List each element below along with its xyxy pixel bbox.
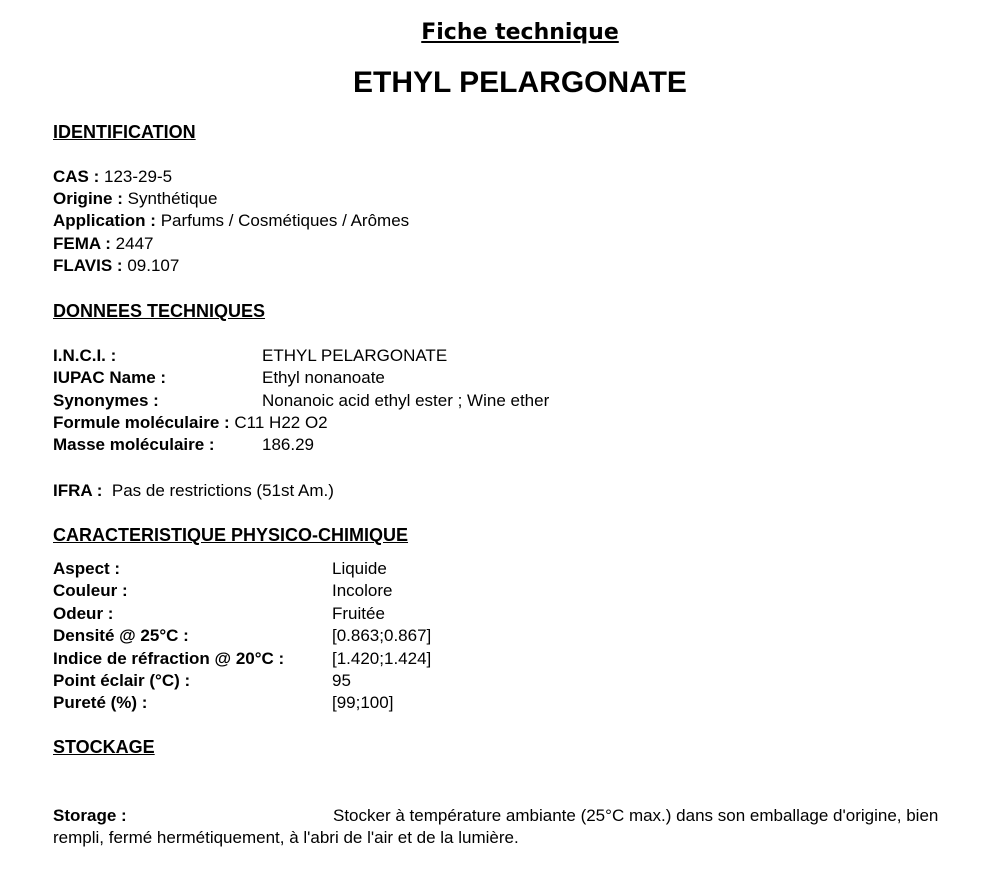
technical-row	[53, 346, 448, 366]
identification-row	[53, 256, 179, 276]
physico-row	[53, 671, 351, 691]
row-label: Pureté (%) :	[53, 693, 148, 712]
document-heading: Fiche technique	[421, 20, 619, 45]
row-value: 2447	[115, 234, 154, 253]
section-title-storage: STOCKAGE	[53, 737, 155, 757]
row-value: [1.420;1.424]	[332, 649, 432, 668]
row-label: Synonymes :	[53, 391, 159, 410]
physico-row	[53, 604, 385, 624]
row-label: Point éclair (°C) :	[53, 671, 191, 690]
section-title-technical: DONNEES TECHNIQUES	[53, 301, 266, 321]
row-label: FLAVIS :	[53, 256, 123, 275]
product-title: ETHYL PELARGONATE	[353, 66, 687, 99]
physico-row	[53, 581, 393, 601]
row-label: Couleur :	[53, 581, 128, 600]
technical-row	[53, 413, 328, 433]
physico-row	[53, 693, 394, 713]
storage-text: Stocker à température ambiante (25°C max.) dans son emballage d'origine, bien rempli, fermé hermétiquement, à l'abri de l'air et de la lumière.	[53, 806, 939, 847]
physico-row	[53, 559, 387, 579]
physico-row	[53, 649, 432, 669]
row-value: 95	[332, 671, 351, 690]
identification-row	[53, 211, 409, 231]
physico-row	[53, 626, 432, 646]
row-label: Formule moléculaire :	[53, 413, 230, 432]
row-value: [0.863;0.867]	[332, 626, 432, 645]
row-label: Odeur :	[53, 604, 114, 623]
row-value: 09.107	[127, 256, 180, 275]
row-label: FEMA :	[53, 234, 111, 253]
row-value: [99;100]	[332, 693, 394, 712]
row-label: Application :	[53, 211, 156, 230]
storage-paragraph	[53, 805, 993, 849]
row-label: Indice de réfraction @ 20°C :	[53, 649, 285, 668]
row-value: C11 H22 O2	[234, 413, 328, 432]
row-label: Densité @ 25°C :	[53, 626, 189, 645]
row-label: IUPAC Name :	[53, 368, 167, 387]
row-value: Ethyl nonanoate	[262, 368, 385, 387]
identification-row	[53, 189, 217, 209]
row-value: Pas de restrictions (51st Am.)	[111, 481, 334, 500]
identification-row	[53, 234, 153, 254]
row-value: Nonanoic acid ethyl ester ; Wine ether	[262, 391, 550, 410]
section-title-physico: CARACTERISTIQUE PHYSICO-CHIMIQUE	[53, 525, 409, 545]
row-value: Fruitée	[332, 604, 385, 623]
row-value: ETHYL PELARGONATE	[262, 346, 448, 365]
technical-row	[53, 391, 550, 411]
identification-row	[53, 167, 172, 187]
section-title-identification: IDENTIFICATION	[53, 122, 196, 142]
row-label: I.N.C.I. :	[53, 346, 117, 365]
technical-row	[53, 368, 385, 388]
row-value: 123-29-5	[104, 167, 173, 186]
row-value: Parfums / Cosmétiques / Arômes	[160, 211, 410, 230]
row-label: Masse moléculaire :	[53, 435, 215, 454]
row-value: Synthétique	[127, 189, 218, 208]
row-value: 186.29	[262, 435, 314, 454]
row-label: CAS :	[53, 167, 100, 186]
storage-label: Storage :	[53, 806, 127, 825]
ifra-row	[53, 481, 334, 501]
row-label: Origine :	[53, 189, 123, 208]
row-value: Incolore	[332, 581, 393, 600]
row-label: IFRA :	[53, 481, 103, 500]
technical-row	[53, 435, 314, 455]
row-label: Aspect :	[53, 559, 121, 578]
row-value: Liquide	[332, 559, 387, 578]
